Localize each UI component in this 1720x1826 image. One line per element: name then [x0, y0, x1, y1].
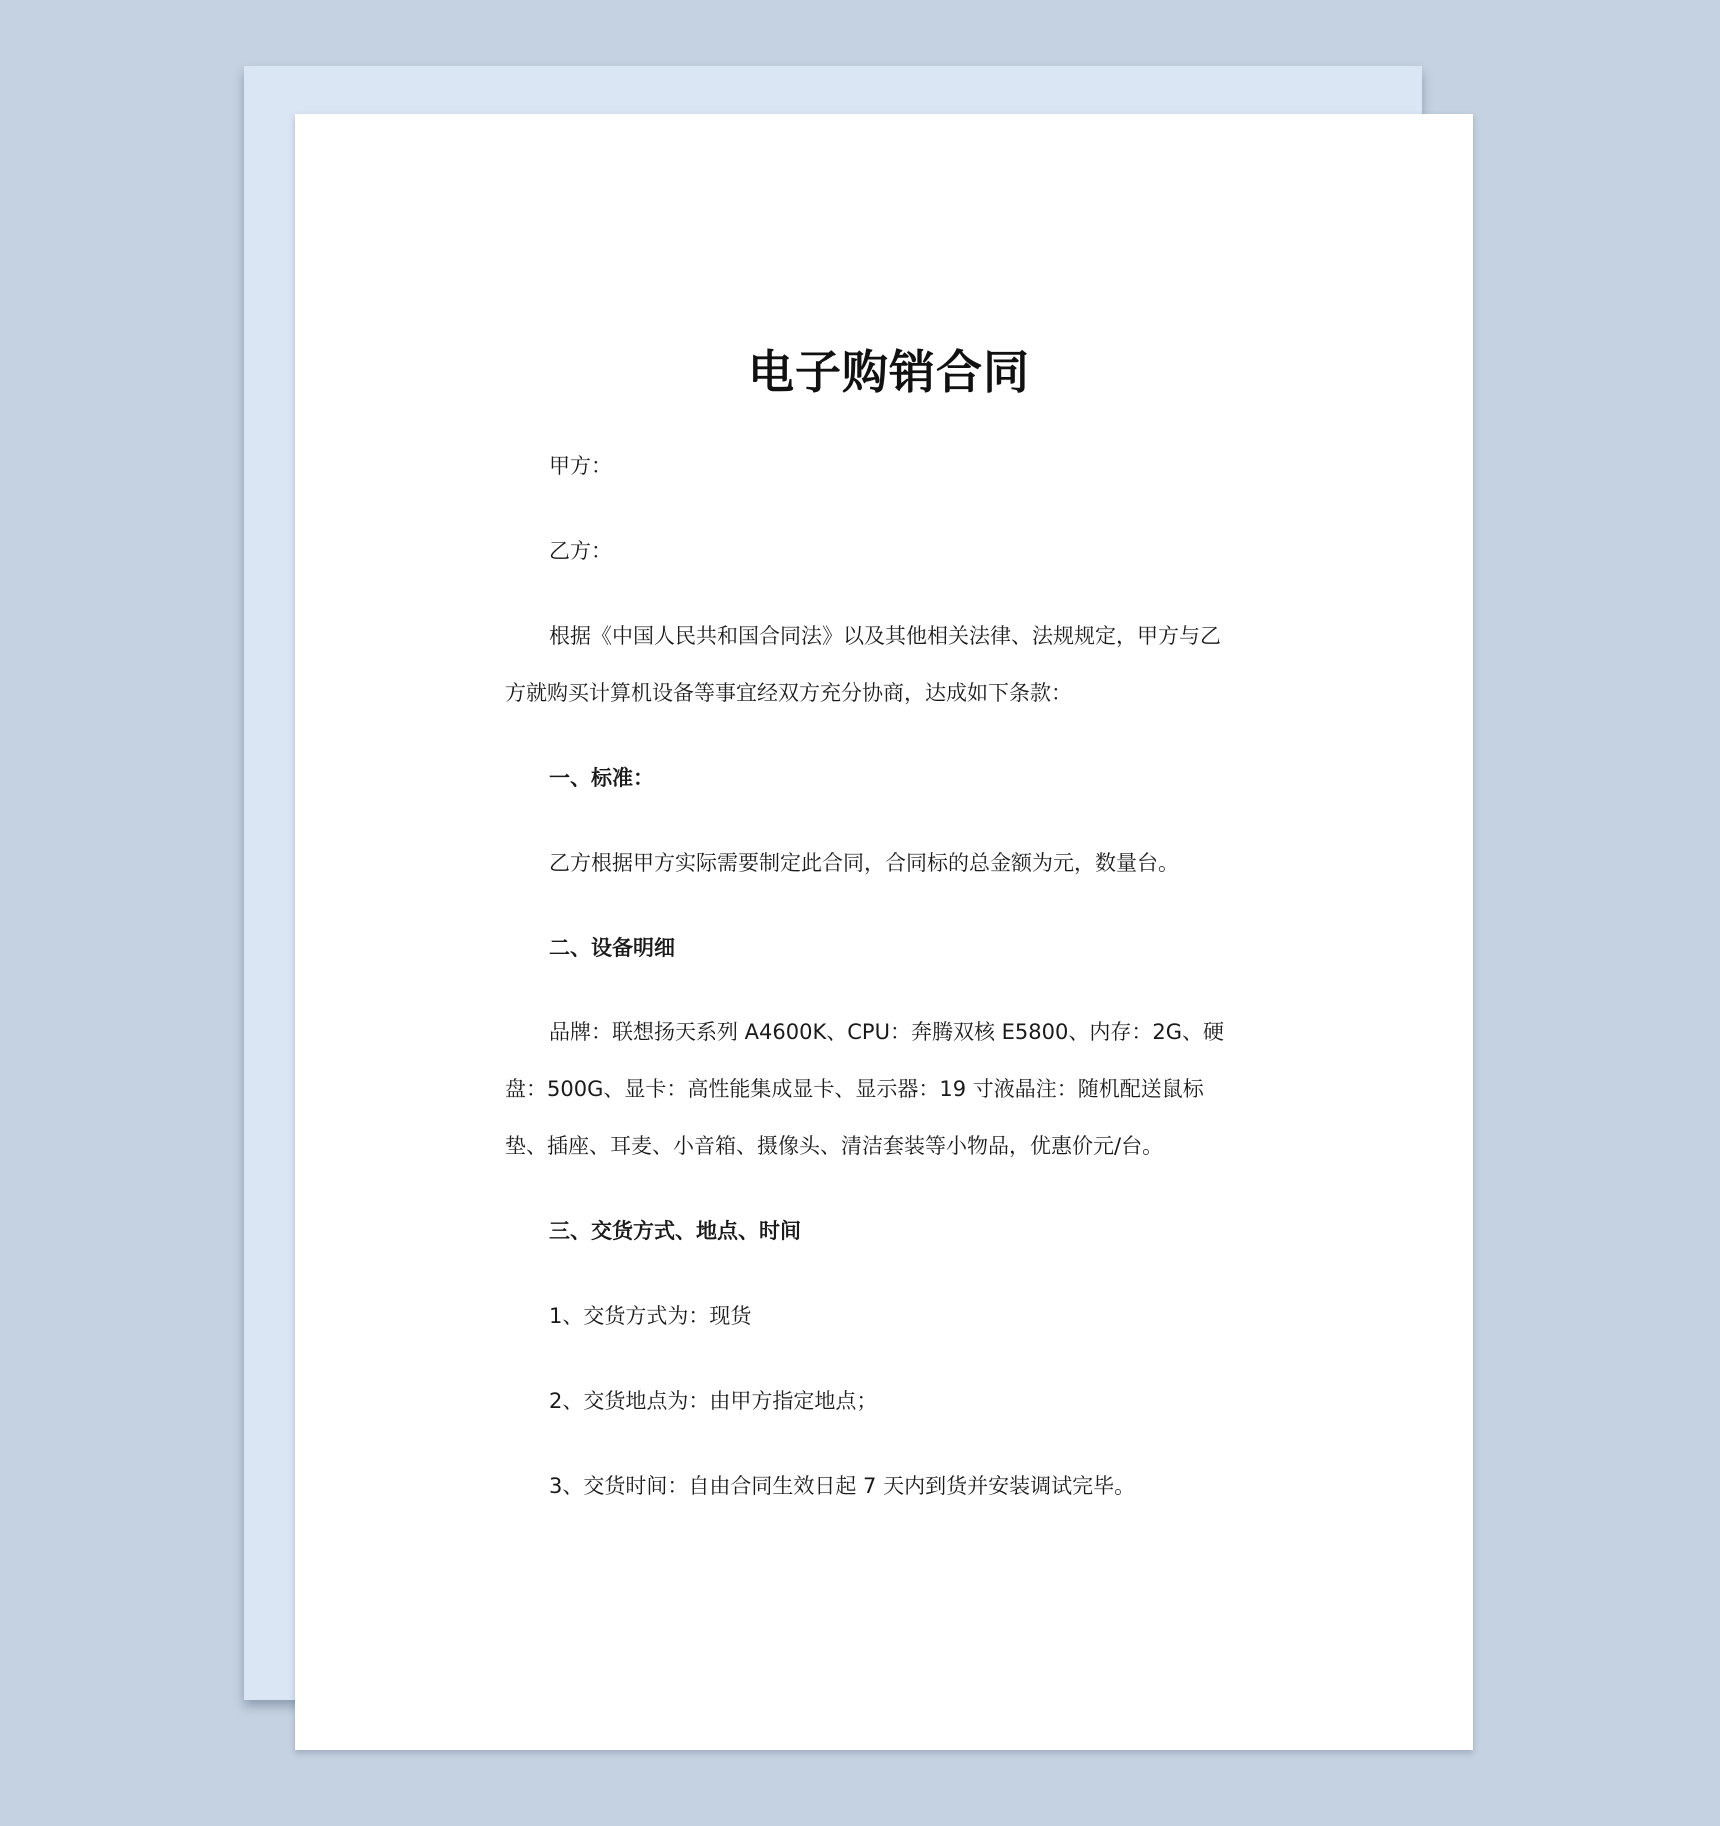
intro-paragraph-line-1: 根据《中国人民共和国合同法》以及其他相关法律、法规规定，甲方与乙 [549, 624, 1221, 648]
section-2-heading: 二、设备明细 [549, 936, 675, 960]
section-1-heading: 一、标准： [549, 766, 654, 790]
section-3-heading: 三、交货方式、地点、时间 [549, 1219, 801, 1243]
document-title: 电子购销合同 [748, 345, 1030, 399]
intro-paragraph-line-2: 方就购买计算机设备等事宜经双方充分协商，达成如下条款： [505, 681, 1072, 705]
front-page-sheet [295, 114, 1473, 1750]
section-3-item-2: 2、交货地点为：由甲方指定地点； [549, 1389, 878, 1413]
section-2-line-1: 品牌：联想扬天系列 A4600K、CPU：奔腾双核 E5800、内存：2G、硬 [549, 1020, 1224, 1044]
section-1-text: 乙方根据甲方实际需要制定此合同，合同标的总金额为元，数量台。 [549, 851, 1179, 875]
section-3-item-3: 3、交货时间：自由合同生效日起 7 天内到货并安装调试完毕。 [549, 1474, 1136, 1498]
party-b-line: 乙方： [549, 539, 612, 563]
section-3-item-1: 1、交货方式为：现货 [549, 1304, 752, 1328]
section-2-line-3: 垫、插座、耳麦、小音箱、摄像头、清洁套装等小物品，优惠价元/台。 [505, 1134, 1164, 1158]
party-a-line: 甲方： [549, 454, 612, 478]
section-2-line-2: 盘：500G、显卡：高性能集成显卡、显示器：19 寸液晶注：随机配送鼠标 [505, 1077, 1204, 1101]
